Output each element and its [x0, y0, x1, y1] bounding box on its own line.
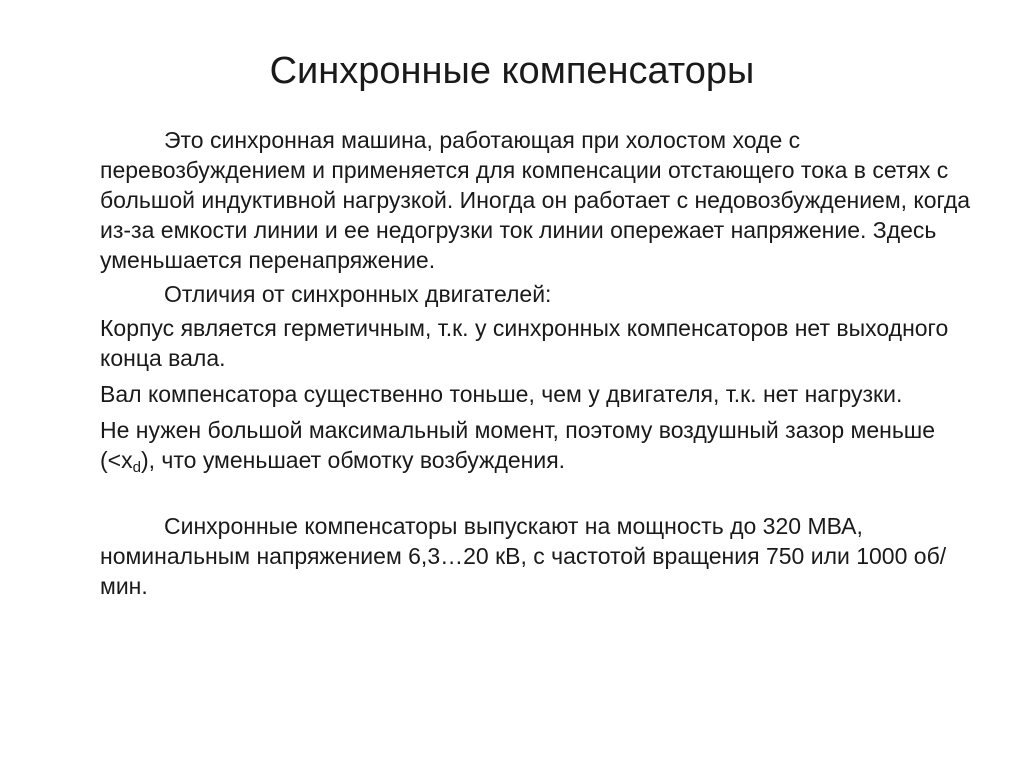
slide-body — [100, 125, 980, 601]
slide-title: Синхронные компенсаторы — [269, 50, 755, 92]
paragraph-air-gap — [100, 415, 980, 475]
paragraph-housing: Корпус является герметичным, т.к. у синхронных компенсаторов нет выходного конца вала. — [100, 315, 949, 371]
paragraph-definition: Это синхронная машина, работающая при холостом ходе с перевозбуждением и применяется для компенсации отстающего тока в сетях с большой индуктивной нагрузкой. Иногда он работает с недовозбуждением, когда из-за емкости линии и ее недогрузки ток линии опережает напряжение. Здесь уменьшается перенапряжение. — [100, 127, 971, 273]
air-gap-text-after: ), что уменьшает обмотку возбуждения. — [140, 447, 566, 473]
paragraph-differences-heading: Отличия от синхронных двигателей: — [164, 281, 552, 307]
air-gap-subscript: d — [132, 459, 141, 476]
paragraph-shaft: Вал компенсатора существенно тоньше, чем у двигателя, т.к. нет нагрузки. — [100, 381, 903, 407]
air-gap-text-before: Не нужен большой максимальный момент, поэтому воздушный зазор меньше (<x — [100, 417, 936, 473]
paragraph-ratings: Синхронные компенсаторы выпускают на мощность до 320 МВА, номинальным напряжением 6,3…20 кВ, с частотой вращения 750 или 1000 об/мин. — [100, 513, 947, 599]
